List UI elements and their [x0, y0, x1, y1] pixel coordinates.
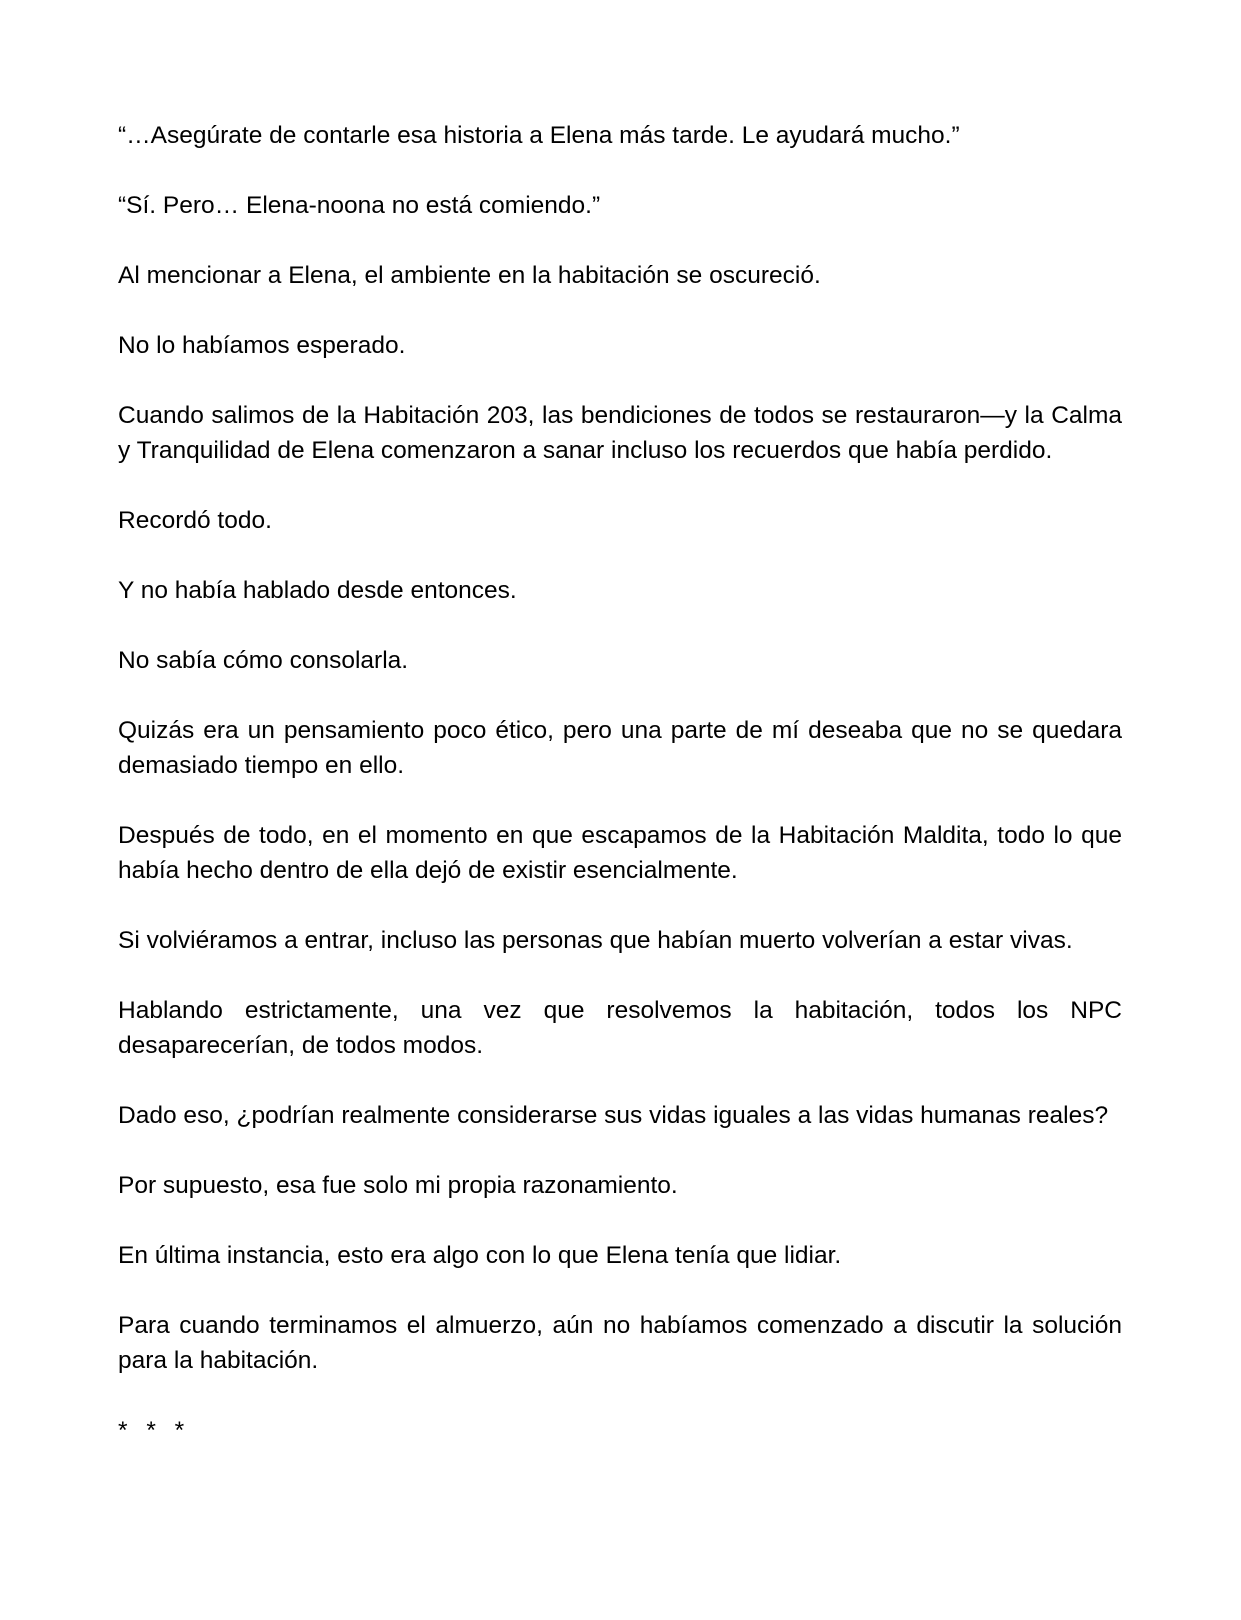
paragraph-7: Y no había hablado desde entonces. [118, 577, 517, 604]
paragraph-10: Después de todo, en el momento en que escapamos de la Habitación Maldita, todo lo que había hecho dentro de ella dejó de existir esencialmente. [118, 822, 1122, 884]
paragraph-3: Al mencionar a Elena, el ambiente en la habitación se oscureció. [118, 262, 821, 289]
paragraph-13: Dado eso, ¿podrían realmente considerarse sus vidas iguales a las vidas humanas reales? [118, 1102, 1109, 1129]
paragraph-8: No sabía cómo consolarla. [118, 647, 409, 674]
paragraph-12: Hablando estrictamente, una vez que resolvemos la habitación, todos los NPC desaparecerían, de todos modos. [118, 997, 1122, 1059]
paragraph-4: No lo habíamos esperado. [118, 332, 406, 359]
paragraph-6: Recordó todo. [118, 507, 272, 534]
paragraph-2: “Sí. Pero… Elena-noona no está comiendo.” [118, 192, 601, 219]
paragraph-15: En última instancia, esto era algo con lo que Elena tenía que lidiar. [118, 1242, 842, 1269]
section-separator: * * * [118, 1417, 191, 1444]
paragraph-14: Por supuesto, esa fue solo mi propia razonamiento. [118, 1172, 678, 1199]
paragraph-11: Si volviéramos a entrar, incluso las personas que habían muerto volverían a estar vivas. [118, 927, 1073, 954]
paragraph-9: Quizás era un pensamiento poco ético, pero una parte de mí deseaba que no se quedara demasiado tiempo en ello. [118, 717, 1122, 779]
paragraph-1: “…Asegúrate de contarle esa historia a Elena más tarde. Le ayudará mucho.” [118, 122, 960, 149]
paragraph-5: Cuando salimos de la Habitación 203, las bendiciones de todos se restauraron—y la Calma y Tranquilidad de Elena comenzaron a sanar incluso los recuerdos que había perdido. [118, 402, 1122, 464]
paragraph-16: Para cuando terminamos el almuerzo, aún no habíamos comenzado a discutir la solución para la habitación. [118, 1312, 1122, 1374]
document-body [118, 118, 1122, 1448]
